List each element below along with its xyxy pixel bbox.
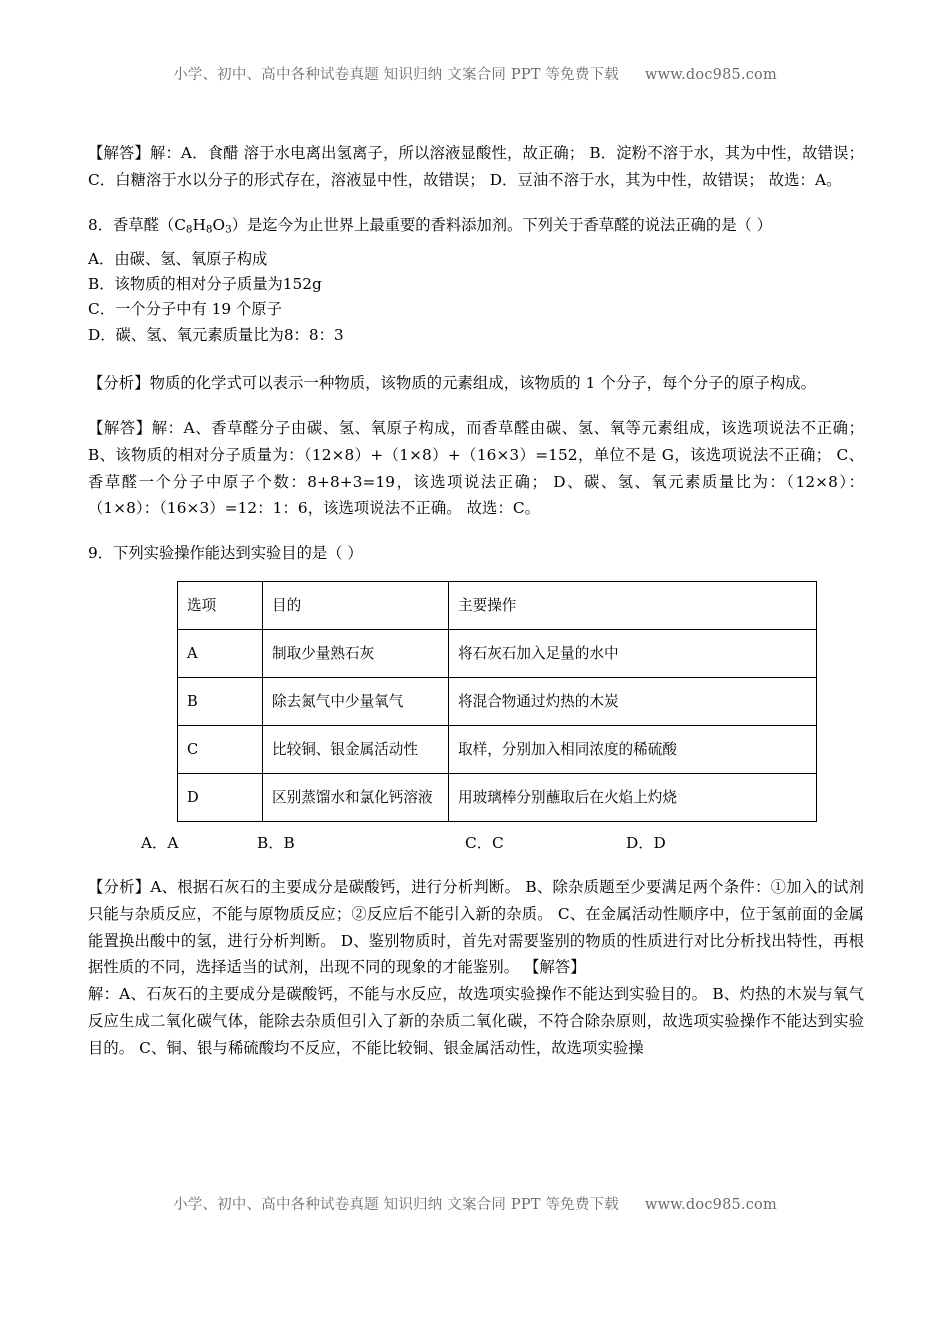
table-header-purpose: 目的 [263, 582, 449, 630]
table-row [178, 630, 817, 678]
q8-option-c: C．一个分子中有 19 个原子 [88, 300, 282, 319]
table-cell-operation: 用玻璃棒分别蘸取后在火焰上灼烧 [449, 774, 817, 822]
q9-choice-d: D．D [626, 834, 666, 853]
running-header [0, 63, 950, 84]
q8-stem-prefix: 8．香草醛（C [88, 215, 186, 234]
running-header-url: www.doc985.com [644, 67, 777, 83]
q8-mid-o: O [212, 215, 226, 234]
q8-stem-suffix: ）是迄今为止世界上最重要的香料添加剂。下列关于香草醛的说法正确的是（ ） [231, 215, 772, 234]
table-cell-operation: 将混合物通过灼热的木炭 [449, 678, 817, 726]
q7-answer-paragraph: 【解答】解：A．食醋 溶于水电离出氢离子，所以溶液显酸性，故正确； B．淀粉不溶于水，其为中性，故错误； C．白糖溶于水以分子的形式存在，溶液显中性，故错误； D．豆油不溶于水，其为中性，故错误； 故选：A。 [88, 144, 864, 189]
q8-mid-h: H [192, 215, 206, 234]
table-row [178, 726, 817, 774]
q9-table-wrapper [177, 581, 864, 822]
q9-choice-a: A．A [141, 834, 179, 853]
running-footer-text: 小学、初中、高中各种试卷真题 知识归纳 文案合同 PPT 等免费下载 [173, 1197, 619, 1213]
q8-sub-carbon: 8 [185, 222, 193, 235]
q8-option-list [88, 247, 864, 349]
table-cell-option: C [178, 726, 263, 774]
table-cell-purpose: 区别蒸馏水和氯化钙溶液 [263, 774, 449, 822]
q8-sub-oxygen: 3 [225, 222, 232, 235]
q8-option-b: B．该物质的相对分子质量为152g [88, 275, 322, 294]
spacer [88, 397, 864, 415]
q9-choice-b: B．B [257, 834, 295, 853]
table-header-operation: 主要操作 [449, 582, 817, 630]
document-body [88, 140, 864, 1062]
spacer [88, 194, 864, 212]
q8-option-a: A．由碳、氢、氧原子构成 [88, 249, 268, 268]
table-header-row [178, 582, 817, 630]
q8-analysis-paragraph: 【分析】物质的化学式可以表示一种物质，该物质的元素组成，该物质的 1 个分子，每个分子的原子构成。 [88, 374, 817, 393]
spacer [88, 856, 864, 874]
table-cell-option: B [178, 678, 263, 726]
q8-stem [88, 212, 864, 243]
spacer [88, 348, 864, 370]
table-row [178, 774, 817, 822]
table-cell-operation: 取样，分别加入相同浓度的稀硫酸 [449, 726, 817, 774]
running-footer [0, 1193, 950, 1214]
spacer [88, 522, 864, 540]
running-footer-url: www.doc985.com [644, 1197, 777, 1213]
table-cell-option: D [178, 774, 263, 822]
q9-stem: 9．下列实验操作能达到实验目的是（ ） [88, 544, 363, 563]
experiment-table [177, 581, 817, 822]
table-cell-purpose: 比较铜、银金属活动性 [263, 726, 449, 774]
table-header-option: 选项 [178, 582, 263, 630]
q9-answer-paragraph: 解：A、石灰石的主要成分是碳酸钙，不能与水反应，故选项实验操作不能达到实验目的。 B、灼热的木炭与氧气反应生成二氧化碳气体，能除去杂质但引入了新的杂质二氧化碳，不符合除杂原则，故选项实验操作不能达到实验目的。 C、铜、银与稀硫酸均不反应，不能比较铜、银金属活动性，故选项实验操 [88, 985, 864, 1057]
q9-choice-row [141, 830, 864, 856]
table-cell-operation: 将石灰石加入足量的水中 [449, 630, 817, 678]
table-cell-option: A [178, 630, 263, 678]
table-cell-purpose: 制取少量熟石灰 [263, 630, 449, 678]
table-row [178, 678, 817, 726]
table-cell-purpose: 除去氮气中少量氧气 [263, 678, 449, 726]
q8-option-d: D．碳、氢、氧元素质量比为8：8：3 [88, 325, 344, 344]
running-header-text: 小学、初中、高中各种试卷真题 知识归纳 文案合同 PPT 等免费下载 [173, 67, 619, 83]
q8-sub-hydrogen: 8 [205, 222, 213, 235]
q9-choice-c: C．C [465, 834, 504, 853]
q9-analysis-paragraph: 【分析】A、根据石灰石的主要成分是碳酸钙，进行分析判断。 B、除杂质题至少要满足两个条件：①加入的试剂只能与杂质反应，不能与原物质反应；②反应后不能引入新的杂质。 C、在金属活动性顺序中，位于氢前面的金属能置换出酸中的氢，进行分析判断。 D、鉴别物质时，首先对需要鉴别的物质的性质进行对比分析找出特性，再根据性质的不同，选择适当的试剂，出现不同的现象的才能鉴别。 【解答】 [88, 878, 864, 977]
q8-answer-paragraph: 【解答】解：A、香草醛分子由碳、氢、氧原子构成，而香草醛由碳、氢、氧等元素组成，该选项说法不正确； B、该物质的相对分子质量为：（12×8）+（1×8）+（16×3）=152，单位不是 G，该选项说法不正确； C、香草醛一个分子中原子个数：8+8+3=19，该选项说法正确； D、碳、氢、氧元素质量比为：（12×8）：（1×8）：（16×3）=12：1：6，该选项说法不正确。 故选：C。 [88, 419, 864, 518]
